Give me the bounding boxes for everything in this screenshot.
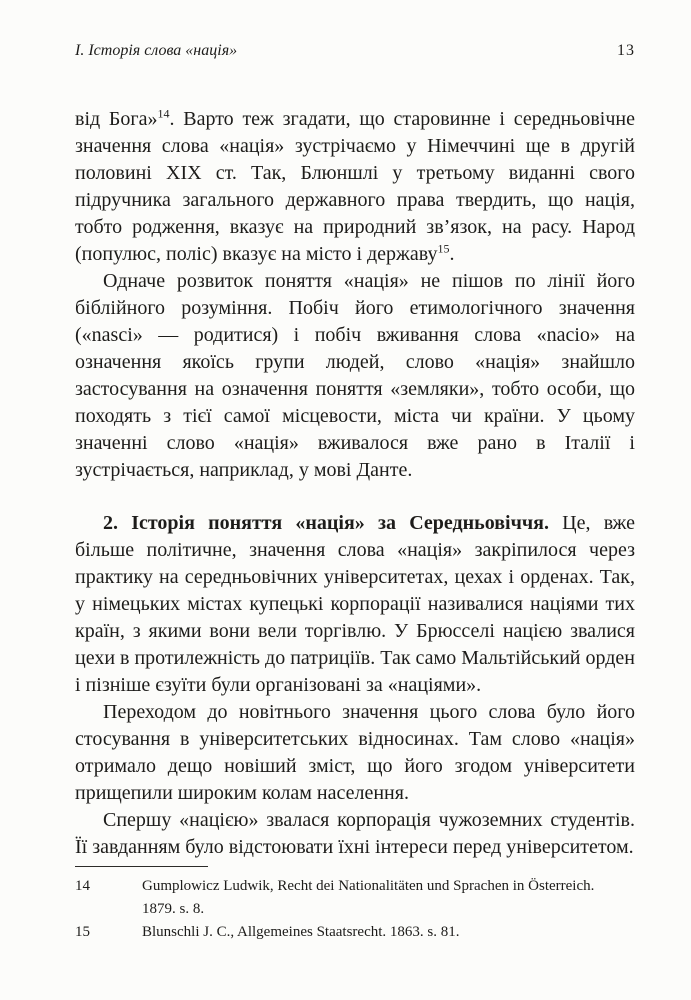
body-text [75, 106, 635, 861]
chapter-title: І. Історія слова «нація» [75, 42, 238, 59]
footnote-text [142, 875, 635, 921]
text-run: . Варто теж згадати, що старовинне і середньовічне значення слова «нація» зустрічаємо у Німеччині ще в другій половині XIX ст. Так, Блюншлі у третьому виданні свого підручника загального державного права твердить, що нація, тобто родження, вказує на природний зв’язок, на расу. Народ (популюс, поліс) вказує на місто і державу [75, 108, 635, 265]
page-content [75, 40, 635, 861]
footnote-text-line: Blunschli J. C., Allgemeines Staatsrecht. 1863. s. 81. [142, 924, 460, 940]
text-run: від Бога» [75, 108, 158, 130]
footnote-marker: 15 [437, 241, 450, 256]
footnotes-section [75, 866, 635, 944]
footnote-text [142, 921, 635, 944]
footnote-list [75, 875, 635, 944]
paragraph [75, 106, 635, 268]
page-number: 13 [617, 42, 635, 59]
footnote-text-line: Gumplowicz Ludwik, Recht dei Nationalitäten und Sprachen in Österreich. [142, 878, 595, 894]
paragraph [75, 807, 635, 861]
paragraph [75, 268, 635, 484]
text-run: 2. Історія поняття «нація» за Середньовіччя. [103, 512, 549, 534]
text-run: Одначе розвиток поняття «нація» не пішов по лінії його біблійного розуміння. Побіч його етимологічного значення («nasci» — родитися) і побіч вживання слова «nacio» на означення якоїсь групи людей, слово «нація» знайшло застосування на означення поняття «земляки», тобто особи, що походять з тієї самої місцевости, міста чи країни. У цьому значенні слово «нація» вживалося вже рано в Італії і зустрічається, наприклад, у мові Данте. [75, 270, 635, 481]
text-run: Це, вже більше політичне, значення слова «нація» закріпилося через практику на середньовічних університетах, цехах і орденах. Так, у німецьких містах купецькі корпорації називалися націями тих країн, з якими вони вели торгівлю. У Брюсселі нацією звалися цехи в протилежність до патриціїв. Так само Мальтійський орден і пізніше єзуїти були організовані за «націями». [75, 512, 635, 696]
running-header [75, 40, 635, 62]
footnote [75, 921, 635, 944]
footnote [75, 875, 635, 921]
footnote-marker: 14 [157, 106, 170, 121]
footnote-number: 15 [75, 924, 90, 940]
text-run: . [449, 243, 455, 265]
paragraph [75, 510, 635, 699]
footnote-number: 14 [75, 878, 90, 894]
footnote-text-line: 1879. s. 8. [142, 901, 205, 917]
text-run: Спершу «нацією» звалася корпорація чужоземних студентів. Її завданням було відстоювати їхні інтереси перед університетом. [75, 809, 635, 858]
text-run: Переходом до новітнього значення цього слова було його стосування в університетських відносинах. Там слово «нація» отримало дещо новіший зміст, що його згодом університети прищепили широким колам населення. [75, 701, 635, 804]
paragraph [75, 699, 635, 807]
footnote-separator-rule [75, 866, 208, 867]
